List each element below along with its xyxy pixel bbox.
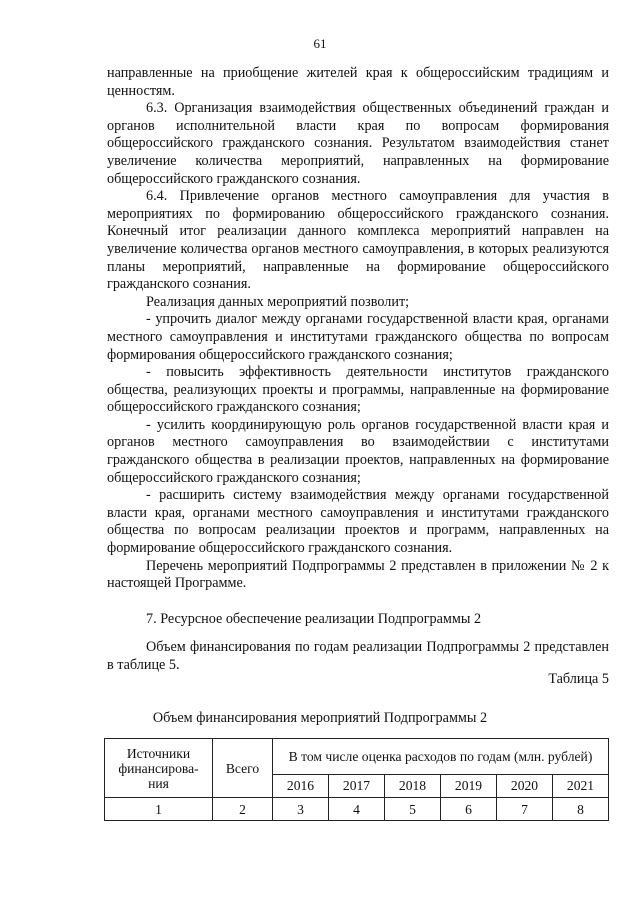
header-source: Источники финансирова- ния [105,739,213,798]
paragraph-intro-list: Реализация данных мероприятий позволит; [146,293,410,310]
paragraph-activities-list: Перечень мероприятий Подпрограммы 2 представлен в приложении № 2 к настоящей Программе. [107,557,609,592]
column-number: 4 [329,798,385,821]
paragraph-continuation: направленные на приобщение жителей края к общероссийским традициям и ценностям. [107,65,609,99]
column-number: 1 [105,798,213,821]
paragraph-6-4: 6.4. Привлечение органов местного самоуправления для участия в мероприятиях по формированию общероссийского гражданского сознания. Конечный итог реализации данного комплекса мероприятий направлен на увеличение количества органов местного самоуправления, в которых реализуются планы мероприятий, направленные на формирование общероссийского гражданского сознания. [107,188,609,293]
header-years-group: В том числе оценка расходов по годам (млн. рублей) [273,739,609,775]
paragraph-6-3: 6.3. Организация взаимодействия общественных объединений граждан и органов исполнительной власти края по вопросам формирования общероссийского гражданского сознания. Результатом взаимодействия станет увеличение количества мероприятий, направленных на формирование общероссийского гражданского сознания. [107,100,609,187]
header-year: 2016 [273,774,329,797]
list-item-efficiency: - повысить эффективность деятельности институтов гражданского общества, реализующих проекты и программы, направленные на формирование общероссийского гражданского сознания; [107,364,609,416]
section-heading: 7. Ресурсное обеспечение реализации Подпрограммы 2 [146,610,482,627]
header-year: 2020 [497,774,553,797]
table-numbering-row [105,798,609,821]
header-year: 2018 [385,774,441,797]
table-title: Объем финансирования мероприятий Подпрограммы 2 [152,710,488,726]
section-paragraph: Объем финансирования по годам реализации Подпрограммы 2 представлен в таблице 5. [107,639,609,673]
financing-table [104,738,609,821]
body-text [107,65,609,675]
header-year: 2017 [329,774,385,797]
column-number: 2 [213,798,273,821]
page-number: 61 [313,36,327,51]
list-item-dialog: - упрочить диалог между органами государственной власти края, органами местного самоуправления и институтами гражданского общества по вопросам формирования общероссийского гражданского сознания; [107,311,609,363]
table-label: Таблица 5 [548,671,609,687]
column-number: 5 [385,798,441,821]
list-item-coordination: - усилить координирующую роль органов государственной власти края и органов местного самоуправления во взаимодействии с институтами гражданского общества в реализации проектов, направленных на формирование общероссийского гражданского сознания; [107,416,609,486]
table-header-row [105,739,609,775]
header-year: 2021 [553,774,609,797]
column-number: 7 [497,798,553,821]
column-number: 3 [273,798,329,821]
column-number: 6 [441,798,497,821]
list-item-system: - расширить систему взаимодействия между органами государственной власти края, органами местного самоуправления и институтами гражданского общества по вопросам реализации проектов и программ, направленных на формирование общероссийского гражданского сознания. [107,487,609,557]
header-total: Всего [213,739,273,798]
column-number: 8 [553,798,609,821]
header-year: 2019 [441,774,497,797]
